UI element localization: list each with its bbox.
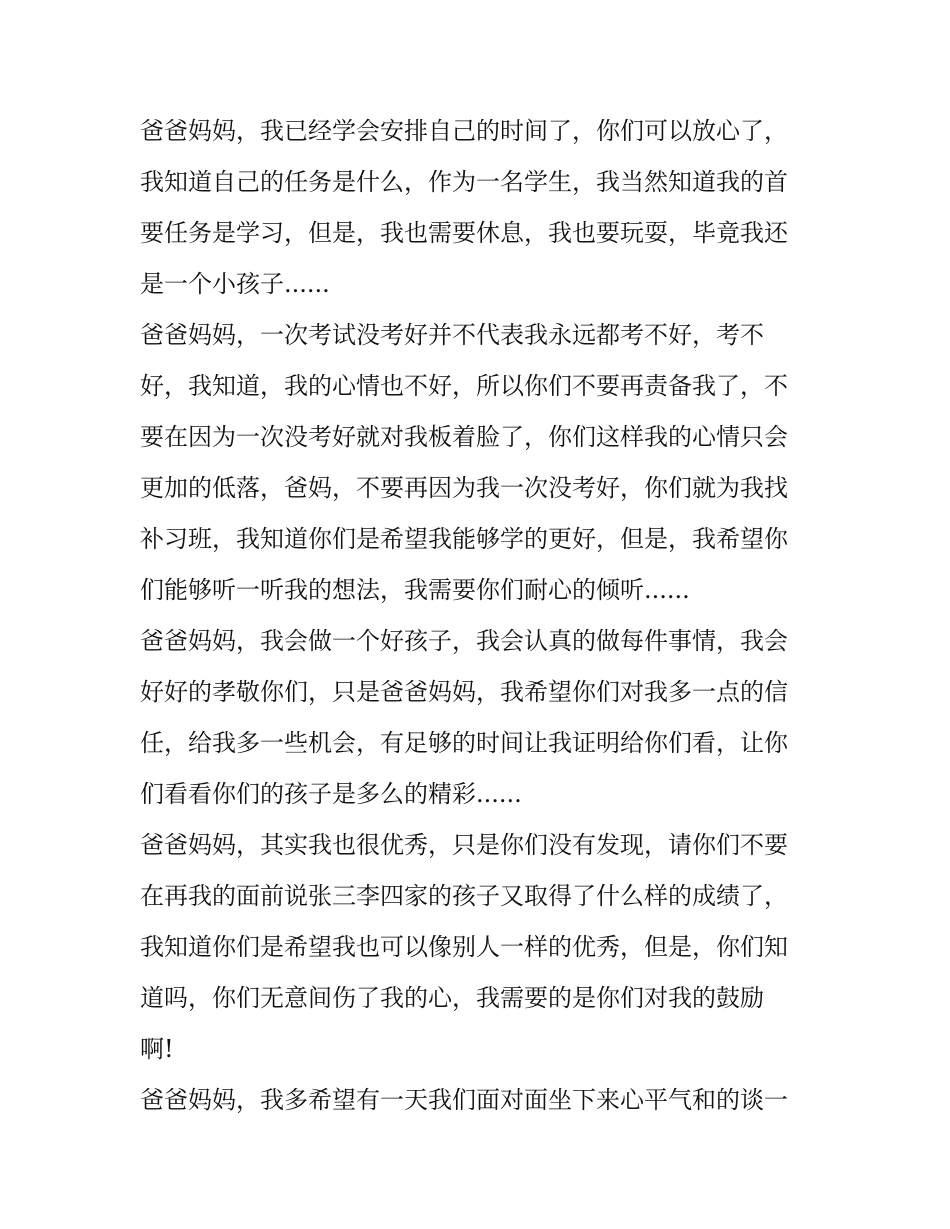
- text-line: 任，给我多一些机会，有足够的时间让我证明给你们看，让你: [140, 729, 788, 757]
- text-line: 道吗，你们无意间伤了我的心，我需要的是你们对我的鼓励: [140, 984, 764, 1012]
- letter-body: [140, 106, 815, 1126]
- text-line: 要任务是学习，但是，我也需要休息，我也要玩耍，毕竟我还: [140, 219, 788, 247]
- text-line: 在再我的面前说张三李四家的孩子又取得了什么样的成绩了，: [140, 882, 788, 910]
- text-line: 要在因为一次没考好就对我板着脸了，你们这样我的心情只会: [140, 423, 788, 451]
- text-line: 好好的孝敬你们，只是爸爸妈妈，我希望你们对我多一点的信: [140, 678, 788, 706]
- text-line: 爸爸妈妈，我多希望有一天我们面对面坐下来心平气和的谈一: [140, 1086, 788, 1114]
- text-line: 们能够听一听我的想法，我需要你们耐心的倾听......: [140, 576, 690, 604]
- text-line: 我知道你们是希望我也可以像别人一样的优秀，但是，你们知: [140, 933, 788, 961]
- text-line: 爸爸妈妈，我已经学会安排自己的时间了，你们可以放心了，: [140, 117, 788, 145]
- text-line: 好，我知道，我的心情也不好，所以你们不要再责备我了，不: [140, 372, 788, 400]
- text-line: 更加的低落，爸妈，不要再因为我一次没考好，你们就为我找: [140, 474, 788, 502]
- text-line: 是一个小孩子......: [140, 270, 330, 298]
- text-line: 我知道自己的任务是什么，作为一名学生，我当然知道我的首: [140, 168, 788, 196]
- text-line: 爸爸妈妈，一次考试没考好并不代表我永远都考不好，考不: [140, 321, 764, 349]
- text-line: 啊!: [140, 1035, 174, 1063]
- text-line: 补习班，我知道你们是希望我能够学的更好，但是，我希望你: [140, 525, 788, 553]
- text-line: 爸爸妈妈，我会做一个好孩子，我会认真的做每件事情，我会: [140, 627, 788, 655]
- text-line: 们看看你们的孩子是多么的精彩......: [140, 780, 522, 808]
- text-line: 爸爸妈妈，其实我也很优秀，只是你们没有发现，请你们不要: [140, 831, 788, 859]
